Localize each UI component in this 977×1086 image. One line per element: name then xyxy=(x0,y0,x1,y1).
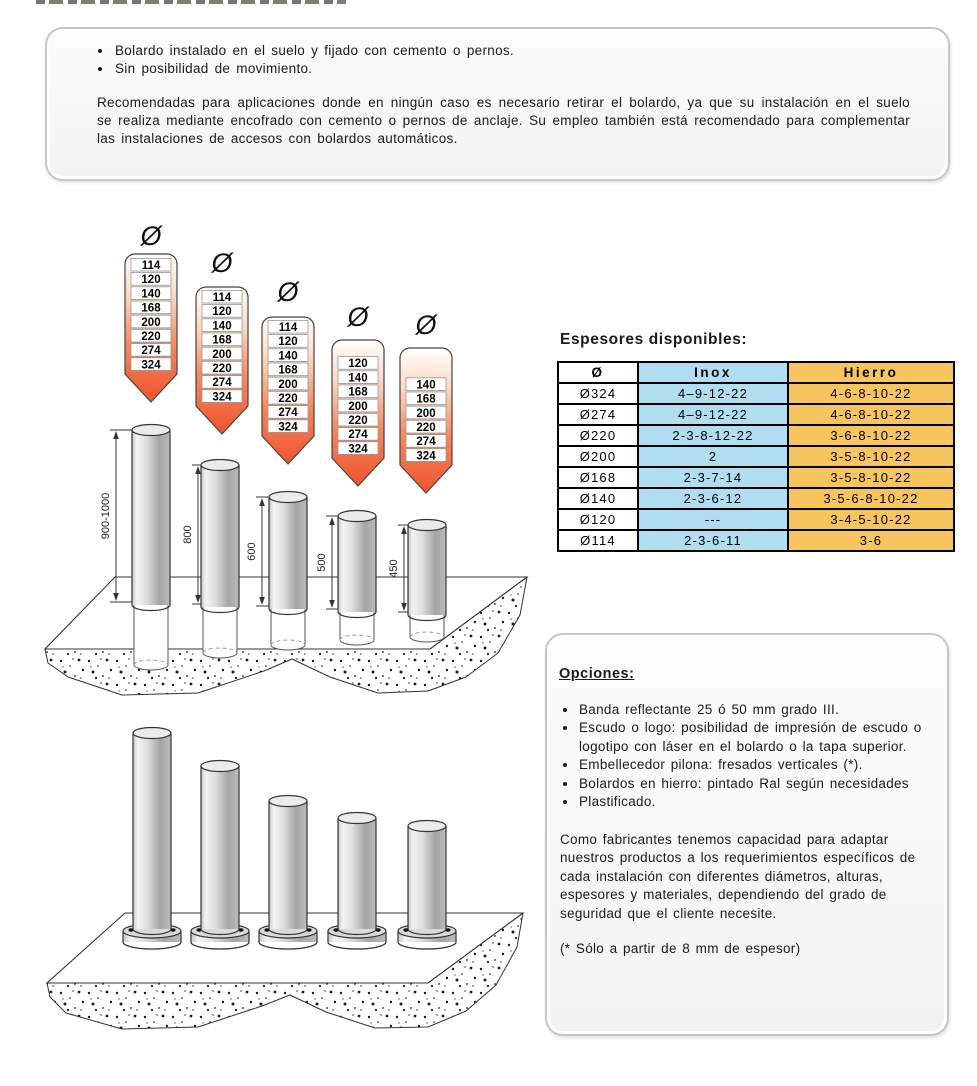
thickness-table xyxy=(557,361,955,552)
funnel-diameter-value: 140 xyxy=(141,288,161,301)
table-header-row xyxy=(558,362,954,383)
table-header-diameter: Ø xyxy=(558,362,638,383)
cell-inox: 4–9-12-22 xyxy=(638,383,788,404)
bollard-cylinder xyxy=(269,492,307,615)
diameter-symbol: Ø xyxy=(211,248,233,278)
intro-content xyxy=(47,29,948,148)
diameter-symbol: Ø xyxy=(140,225,162,251)
funnel-diameter-value: 114 xyxy=(212,292,232,304)
cell-hierro: 4-6-8-10-22 xyxy=(788,383,954,404)
funnel-diameter-value: 324 xyxy=(416,450,436,463)
funnel-diameter-value: 140 xyxy=(416,379,436,392)
diameter-symbol: Ø xyxy=(347,302,369,332)
funnel-diameter-value: 120 xyxy=(141,274,161,287)
options-bullet-list xyxy=(559,701,929,812)
intro-box xyxy=(45,27,950,181)
cell-inox: 2-3-7-14 xyxy=(638,467,788,488)
table-row xyxy=(558,383,954,404)
table-row xyxy=(558,530,954,551)
table-header-inox: Inox xyxy=(638,362,788,383)
cell-diameter: Ø168 xyxy=(558,467,638,488)
cell-diameter: Ø274 xyxy=(558,404,638,425)
cell-hierro: 3-5-8-10-22 xyxy=(788,467,954,488)
funnel-diameter-value: 200 xyxy=(212,348,232,361)
funnel-diameter-value: 140 xyxy=(348,372,368,385)
cell-inox: 2-3-8-12-22 xyxy=(638,425,788,446)
height-dimension-label: 450 xyxy=(388,559,400,578)
bolted-bollards-diagram xyxy=(30,725,560,1070)
funnel-diameter-value: 274 xyxy=(348,429,368,442)
funnel-diameter-value: 168 xyxy=(278,364,298,377)
cell-hierro: 3-5-8-10-22 xyxy=(788,446,954,467)
intro-bullet: • Sin posibilidad de movimiento. xyxy=(113,60,910,78)
table-row xyxy=(558,509,954,530)
buried-tube xyxy=(203,607,237,658)
inground-bollards-diagram xyxy=(30,225,560,725)
options-content xyxy=(547,635,947,959)
cell-hierro: 3-5-6-8-10-22 xyxy=(788,488,954,509)
cell-hierro: 3-6-8-10-22 xyxy=(788,425,954,446)
funnel-diameter-value: 120 xyxy=(212,306,232,319)
diameter-funnel xyxy=(262,277,314,464)
funnel-diameter-value: 220 xyxy=(212,363,232,375)
diameter-funnel xyxy=(400,310,452,493)
bollard-cylinder xyxy=(338,511,376,618)
height-dimension-label: 500 xyxy=(316,553,328,572)
funnel-diameter-value: 140 xyxy=(278,350,298,363)
funnel-diameter-value: 200 xyxy=(278,378,298,391)
funnel-diameter-value: 324 xyxy=(278,421,298,434)
table-row xyxy=(558,446,954,467)
funnel-diameter-value: 220 xyxy=(416,422,436,434)
bollard-cylinder xyxy=(132,425,170,611)
funnel-diameter-value: 200 xyxy=(416,407,436,420)
flanged-bollard xyxy=(259,796,317,950)
funnel-diameter-value: 120 xyxy=(278,336,298,349)
cell-hierro: 3-4-5-10-22 xyxy=(788,509,954,530)
height-dimension-label: 600 xyxy=(246,542,258,561)
cell-inox: 2-3-6-12 xyxy=(638,488,788,509)
funnel-diameter-value: 120 xyxy=(348,358,368,371)
option-bullet: • Banda reflectante 25 ó 50 mm grado III. xyxy=(578,701,929,720)
cell-diameter: Ø220 xyxy=(558,425,638,446)
options-box xyxy=(545,633,949,1036)
diameter-funnel xyxy=(196,248,248,434)
funnel-diameter-value: 324 xyxy=(348,443,368,456)
table-row xyxy=(558,425,954,446)
option-bullet: • Escudo o logo: posibilidad de impresión de escudo o logotipo con láser en el bolardo o la tapa superior. xyxy=(578,719,929,756)
table-row xyxy=(558,404,954,425)
table-header-hierro: Hierro xyxy=(788,362,954,383)
buried-tube xyxy=(271,609,305,650)
intro-bullet: • Bolardo instalado en el suelo y fijado con cemento o pernos. xyxy=(113,42,910,60)
footnote: (* Sólo a partir de 8 mm de espesor) xyxy=(560,941,801,956)
options-heading: Opciones: xyxy=(559,666,635,682)
height-dimension-label: 900-1000 xyxy=(100,492,112,540)
diameter-symbol: Ø xyxy=(277,277,299,307)
cell-diameter: Ø140 xyxy=(558,488,638,509)
table-row xyxy=(558,488,954,509)
funnel-diameter-value: 274 xyxy=(416,436,436,449)
funnel-diameter-value: 200 xyxy=(348,400,368,413)
cell-inox: --- xyxy=(638,509,788,530)
cell-diameter: Ø324 xyxy=(558,383,638,404)
option-bullet: • Bolardos en hierro: pintado Ral según necesidades xyxy=(578,775,929,794)
cell-diameter: Ø114 xyxy=(558,530,638,551)
cell-inox: 4–9-12-22 xyxy=(638,404,788,425)
funnel-diameter-value: 220 xyxy=(278,393,298,405)
height-dimension-label: 800 xyxy=(182,525,194,544)
funnel-diameter-value: 140 xyxy=(212,320,232,333)
diameter-funnel xyxy=(125,225,177,402)
funnel-diameter-value: 114 xyxy=(141,260,161,272)
funnel-diameter-value: 114 xyxy=(278,322,298,334)
cell-inox: 2 xyxy=(638,446,788,467)
funnel-diameter-value: 168 xyxy=(416,393,436,406)
cell-diameter: Ø120 xyxy=(558,509,638,530)
funnel-diameter-value: 324 xyxy=(212,391,232,404)
bollard-cylinder xyxy=(408,520,446,621)
funnel-diameter-value: 168 xyxy=(212,334,232,347)
cell-inox: 2-3-6-11 xyxy=(638,530,788,551)
funnel-diameter-value: 220 xyxy=(348,415,368,427)
customization-paragraph: Como fabricantes tenemos capacidad para adaptar nuestros productos a los requerimientos específicos de cada instalación con diferentes diámetros, alturas, espesores y materiales, dependiendo del grado de seguridad que el cliente necesite. xyxy=(560,831,916,921)
intro-bullet-list xyxy=(95,42,910,78)
bollard-cylinder xyxy=(201,460,239,613)
funnel-diameter-value: 200 xyxy=(141,316,161,329)
cell-hierro: 4-6-8-10-22 xyxy=(788,404,954,425)
table-row xyxy=(558,467,954,488)
funnel-diameter-value: 274 xyxy=(141,345,161,358)
flanged-bollard xyxy=(398,821,456,950)
option-bullet: • Plastificado. xyxy=(578,793,929,812)
thickness-table-heading: Espesores disponibles: xyxy=(560,331,748,348)
option-bullet: • Embellecedor pilona: fresados verticales (*). xyxy=(578,756,929,775)
diameter-funnel xyxy=(332,302,384,486)
cropped-title-remnant xyxy=(36,0,346,4)
cell-diameter: Ø200 xyxy=(558,446,638,467)
funnel-diameter-value: 220 xyxy=(141,331,161,343)
funnel-diameter-value: 274 xyxy=(278,407,298,420)
flanged-bollard xyxy=(328,813,386,950)
diameter-symbol: Ø xyxy=(415,310,437,340)
funnel-diameter-value: 168 xyxy=(141,302,161,315)
funnel-diameter-value: 324 xyxy=(141,359,161,372)
funnel-diameter-value: 274 xyxy=(212,377,232,390)
buried-tube xyxy=(134,605,168,670)
cell-hierro: 3-6 xyxy=(788,530,954,551)
funnel-diameter-value: 168 xyxy=(348,386,368,399)
intro-paragraph: Recomendadas para aplicaciones donde en ningún caso es necesario retirar el bolardo, ya que su instalación en el suelo se realiza mediante encofrado con cemento o pernos de anclaje. Su empleo también está recomendado para complementar las instalaciones de accesos con bolardos automáticos. xyxy=(97,95,910,146)
height-dimension xyxy=(100,430,132,602)
